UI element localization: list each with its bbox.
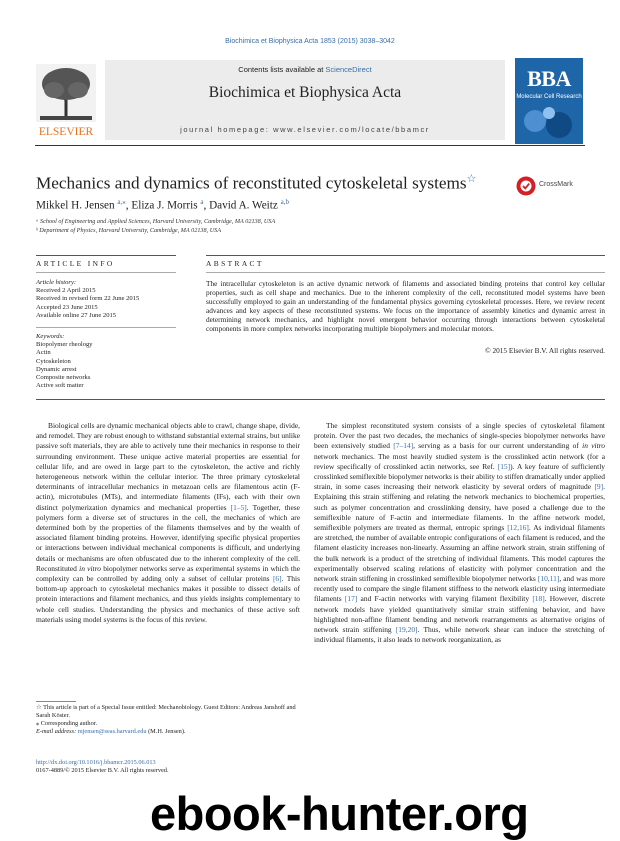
cover-art-icon [515,101,583,141]
abstract-rule [206,255,605,256]
article-info-rule [36,255,176,256]
keyword: Composite networks [36,374,91,382]
citation-link[interactable]: [6] [272,574,282,584]
abstract-copyright: © 2015 Elsevier B.V. All rights reserved. [485,346,605,355]
email-label: E-mail address: [36,728,77,735]
keyword: Dynamic arrest [36,365,77,373]
doi-block [36,759,169,775]
doi-link[interactable]: http://dx.doi.org/10.1016/j.bbamcr.2015.06.013 [36,759,156,766]
cover-subtitle: Molecular Cell Research [516,94,582,100]
abstract-subrule [206,272,605,273]
abstract-heading: ABSTRACT [206,259,264,268]
body-rule [36,399,605,400]
history-item: Received in revised form 22 June 2015 [36,295,140,303]
author-affiliation-mark[interactable]: a,⁎ [117,198,126,206]
body-text: . Explaining this strain stiffening and relating the network mechanics to biochemical properties, such as polymer concentration and crosslinking density, have posed a challenge due to the semiflexible nature of F-actin and intermediate filaments. In the affine network model, semiflexible polymers are treated as thermal, entropic springs [314,482,605,533]
crossmark-icon [516,176,536,196]
contents-prefix: Contents lists available at [238,65,324,74]
crossmark-badge[interactable] [516,175,586,197]
body-right-column [314,421,605,645]
journal-reference[interactable]: Biochimica et Biophysica Acta 1853 (2015) 3038–3042 [225,38,395,45]
body-left-column [36,421,300,625]
body-text: . As individual filaments are stretched, the number of available entropic configurations of each filament is reduced, and the filament elasticity increases non-linearly. Assuming an affine network strain, strain stiffening of the bulk network is a product of the stretching of individual filaments. This model captures the experimentally observed scaling relations of elasticity with polymer concentration and the network strain stiffening in crosslinked semiflexible biopolymer networks [314,523,605,584]
footnote-corresponding: ⁎ Corresponding author. [36,720,98,727]
keywords-block [36,333,178,390]
sciencedirect-link[interactable]: ScienceDirect [325,65,372,74]
publisher-name: ELSEVIER [38,126,94,138]
email-suffix: (M.H. Jensen). [148,728,186,735]
body-text: . However, discrete network models have yielded quantitatively similar strain stiffening behavior, and have highlighted non-affine filament bending and network rearrangements as alternative origins of network strain stiffening [314,594,605,635]
keywords-label: Keywords: [36,333,65,340]
keyword: Cytoskeleton [36,357,71,365]
journal-title: Biochimica et Biophysica Acta [208,84,402,101]
body-text: and F-actin networks with varying filament flexibility [357,594,533,604]
body-text: . This bottom-up approach to cytoskeletal mechanics makes it possible to dissect details of protein interactions and filament mechanics, and thus yields insights complementary to whole cell studies. Understanding the physics and mechanics of these active soft materials using model systems is the focus of this review. [36,574,300,624]
keywords-rule [36,327,176,328]
citation-link[interactable]: [7–14] [393,441,414,451]
history-item: Received 2 April 2015 [36,287,96,295]
keyword: Actin [36,349,51,357]
italic-term: in vitro [582,441,606,451]
email-link[interactable]: mjensen@seas.harvard.edu [77,728,147,735]
history-item: Accepted 23 June 2015 [36,303,98,311]
italic-term: in vitro [79,563,101,573]
crossmark-label: CrossMark [539,181,573,188]
contents-line [105,65,505,74]
issn-line: 0167-4889/© 2015 Elsevier B.V. All rights reserved. [36,767,169,774]
citation-link[interactable]: [18] [532,594,545,604]
body-text: The simplest reconstituted system consists of a single species of cytoskeletal filament protein. Over the past two decades, the mechanics of single-species biopolymer networks have been extensively studied [314,421,605,451]
body-text: biopolymer networks serve as experimental systems in which the complexity can be controlled by adding only a subset of cellular proteins [36,563,300,584]
masthead-rule [35,145,585,146]
article-history [36,279,178,320]
cover-title: BBA [527,66,571,91]
citation-link[interactable]: [12,16] [507,523,529,533]
body-text: , serving as a basis for our current understanding of [413,441,583,451]
citation-link[interactable]: [10,11] [537,574,560,584]
keyword: Active soft matter [36,382,84,390]
keyword: Biopolymer rheology [36,341,93,349]
footnote-special-issue: ☆ This article is part of a Special Issue entitled: Mechanobiology. Guest Editors: Andreas Janshoff and Sarah Köster. [36,704,296,719]
article-info-subrule [36,272,176,273]
history-label: Article history: [36,279,77,286]
body-text: . Thus, while network shear can induce the stretching of individual filaments, it also leads to network reorganization, as [314,625,605,645]
elsevier-tree-icon [32,60,100,140]
author-list: Mikkel H. Jensen $^{a,⁎}$, Eliza J. Morris $^a$, David A. Weitz $^{a,b}$ [36,198,290,212]
citation-link[interactable]: [15] [497,461,511,471]
title-footnote-mark[interactable]: ☆ [466,173,477,185]
citation-link[interactable]: [19,20] [395,625,418,635]
history-item: Available online 27 June 2015 [36,311,117,319]
affiliation: ᵇ Department of Physics, Harvard University, Cambridge, MA 02138, USA [36,227,222,234]
footnotes [36,704,300,736]
elsevier-logo [32,60,100,140]
footnote-rule [36,701,76,702]
body-text: ). A key feature of sufficiently crosslinked semiflexible biopolymer networks is their ability to stiffen dramatically under applied strain, in some cases increasing their network elasticity by several orders of magnitude [314,461,606,492]
author-name[interactable]: Mikkel H. Jensen [36,199,115,212]
citation-link[interactable]: [9] [594,482,604,492]
body-text: . Together, these polymers form a diverse set of structures in the cell, the mechanics of which are determined both by the properties of the filaments themselves and by the wealth of associated filament binding proteins. However, identifying specific physical properties or interactions between individual mechanical components is difficult, and underlying details or mechanisms are often obfuscated due to the inherent complexity of the cell. Reconstituted [36,502,300,573]
article-title [36,172,476,194]
journal-cover[interactable] [515,58,583,144]
citation-link[interactable]: [1–5] [230,502,247,512]
abstract-text: The intracellular cytoskeleton is an active dynamic network of filaments and associated binding proteins that control key cellular properties, such as cell shape and mechanics. Due to the inherent complexity of the cell, reconstituted model systems have been successfully employed to gain an understanding of the fundamental physics governing cytoskeletal processes. Here, we review recent advances and key aspects of these reconstituted systems. We focus on the importance of assembly kinetics and dynamic arrest in determining network mechanics, and highlight novel emergent behavior occurring through interactions between cytoskeletal components in more complex networks incorporating multiple biopolymers and molecular motors. [206,279,605,333]
author-name[interactable]: David A. Weitz [209,199,278,212]
body-text: , and was more recently used to compare the single filament stiffness to the network elasticity using intermediate filaments [314,574,605,604]
citation-link[interactable]: [17] [344,594,358,604]
author-affiliation-mark[interactable]: a,b [280,198,290,206]
body-text: Biological cells are dynamic mechanical objects able to crawl, change shape, divide, and remodel. They are robust enough to withstand substantial external strains, but unlike passive soft materials, they are able to actively tune their mechanics in response to their surrounding environment. These unique active material properties are essential for cellular life, and are owed in large part to the cytoskeleton, the active and richly heterogeneous network within the cellular interior. The three primary cytoskeletal determinants of intracellular mechanics in metazoan cells are filamentous actin (F-actin), microtubules (MTs), and intermediate filaments (IFs), each with their own distinct polymerization dynamics and mechanical properties [36,421,300,512]
journal-homepage[interactable]: journal homepage: www.elsevier.com/locate/bbamcr [180,125,430,134]
affiliation: ᵃ School of Engineering and Applied Sciences, Harvard University, Cambridge, MA 02138, USA [36,218,276,225]
watermark[interactable]: ebook-hunter.org [150,787,529,840]
author-affiliation-mark[interactable]: a [200,198,204,206]
article-info-heading: ARTICLE INFO [36,259,115,268]
footnote-email [36,728,300,736]
article-title-text: Mechanics and dynamics of reconstituted cytoskeletal systems [36,173,467,193]
body-text: network mechanics. The most heavily studied system is the crosslinked actin network (for a review specifically of crosslinked actin networks, see Ref. [314,451,605,471]
author-name[interactable]: Eliza J. Morris [131,199,198,212]
